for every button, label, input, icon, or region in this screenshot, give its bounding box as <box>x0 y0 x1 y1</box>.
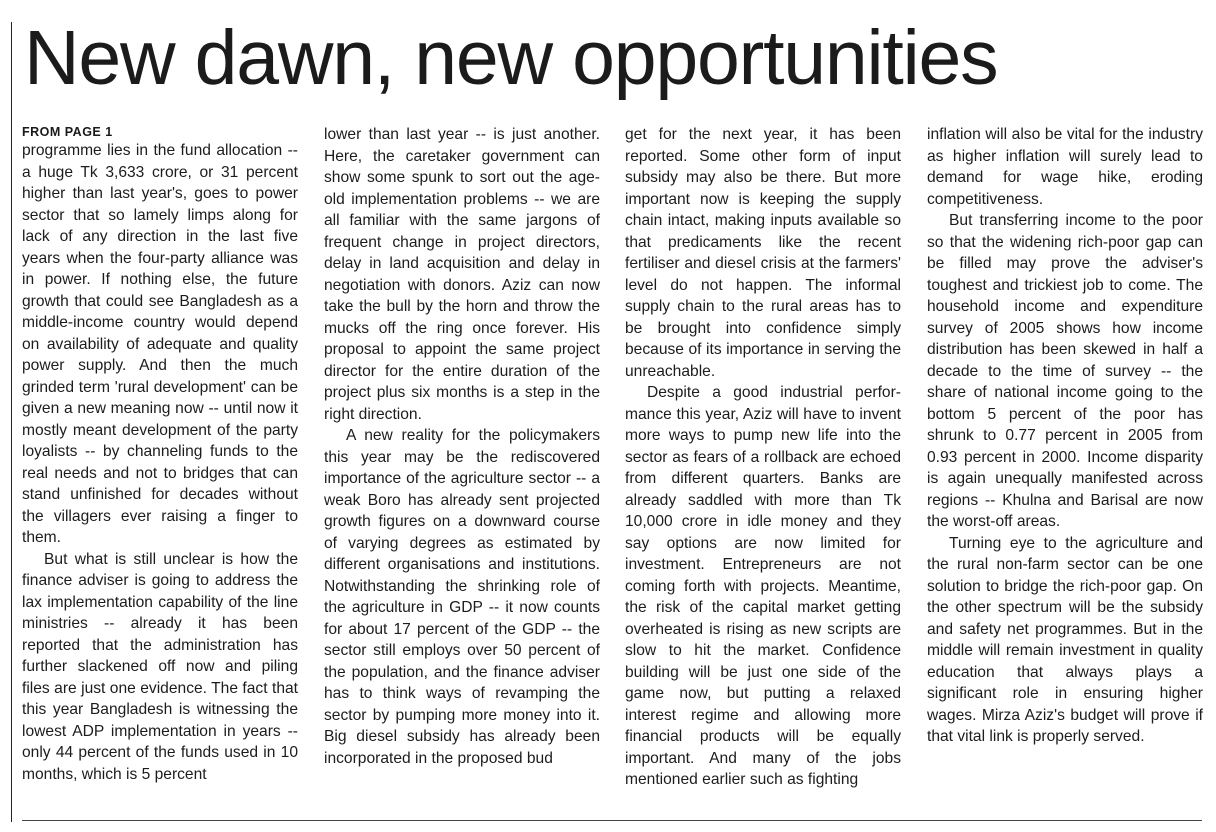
paragraph: A new reality for the policymakers this year may be the rediscovered importance of the agriculture sector -- a weak Boro has already sent projected growth figures on a downward course of varying degrees as estimated by different organisations and institutions. Notwithstanding the shrinking role of the agriculture in GDP -- it now counts for about 17 percent of the GDP -- the sector still employs over 50 percent of the population, and the finance adviser has to think ways of revamping the sector by pumping more money into it. Big diesel subsidy has already been incorporated in the proposed bud <box>324 427 600 767</box>
paragraph: Turning eye to the agriculture and the rural non-farm sector can be one solution to bridge the rich-poor gap. On the other spectrum will be the subsidy and safety net programmes. But in the middle will remain investment in quality education that always plays a significant role in ensuring higher wages. Mirza Aziz's budget will prove if that vital link is properly served. <box>927 534 1203 745</box>
paragraph: But what is still unclear is how the finance adviser is going to address the lax implementation capability of the line ministries -- already it has been reported that the administration has further slackened off now and piling files are just one evidence. The fact that this year Bangladesh is witnessing the lowest ADP implementation in years -- only 44 percent of the funds used in 10 months, which is 5 percent <box>22 550 298 783</box>
paragraph: lower than last year -- is just another. Here, the caretaker government can show some spunk to sort out the age-old implementation problems -- we are all familiar with the same jargons of frequent change in project directors, delay in land acquisition and delay in negotiation with donors. Aziz can now take the bull by the horn and throw the mucks off the ring once forever. His proposal to appoint the same project director for the entire duration of the project plus six months is a step in the right direction. <box>324 126 600 423</box>
column-4 <box>927 124 1203 748</box>
bottom-rule <box>22 820 1202 821</box>
paragraph: get for the next year, it has been reported. Some other form of input subsidy may also be there. But more important now is keeping the supply chain intact, making inputs available so that predicaments like the recent fertiliser and diesel crisis at the farmers' level do not happen. The informal supply chain to the rural areas has to be brought into confidence simply because of its importance in serving the unreachable. <box>625 126 901 380</box>
column-1 <box>22 124 298 785</box>
headline: New dawn, new opportunities <box>24 15 998 101</box>
paragraph: But transferring income to the poor so that the widening rich-poor gap can be filled may prove the adviser's toughest and trickiest job to come. The household income and expenditure survey of 2005 shows how income distribution has been skewed in half a decade to the time of survey -- the share of national income going to the bottom 5 percent of the poor has shrunk to 0.77 percent in 2005 from 0.93 percent in 2000. Income disparity is again unequally manifested across regions -- Khulna and Barisal are now the worst-off areas. <box>927 212 1203 530</box>
column-2 <box>324 124 600 769</box>
paragraph: Despite a good industrial performance this year, Aziz will have to invent more ways to pump new life into the sector as fears of a rollback are echoed from different quarters. Banks are already saddled with more than Tk 10,000 crore in idle money and they say options are now limited for investment. Entrepreneurs are not coming forth with projects. Meantime, the risk of the capital market getting overheated is rising as new scripts are slow to hit the market. Confidence building will be just one side of the game now, but putting a relaxed interest regime and allowing more financial products will be equally important. And many of the jobs mentioned earlier such as fighting <box>625 384 901 788</box>
column-3 <box>625 124 901 791</box>
continuation-kicker: FROM PAGE 1 <box>22 125 113 139</box>
left-column-rule <box>11 22 12 822</box>
paragraph: programme lies in the fund allocation -- a huge Tk 3,633 crore, or 31 percent higher than last year's, goes to power sector that so lamely limps along for lack of any direction in the last five years when the four-party alliance was in power. If nothing else, the future growth that could see Bangladesh as a middle-income country would depend on availability of adequate and quality power supply. And then the much grinded term 'rural development' can be given a new meaning now -- until now it mostly meant development of the party loyalists -- by channeling funds to the real needs and not to bridges that can stand unfinished for decades without the villagers ever raising a finger to them. <box>22 142 298 546</box>
paragraph: inflation will also be vital for the industry as higher inflation will surely lead to demand for wage hike, eroding competitiveness. <box>927 126 1203 208</box>
